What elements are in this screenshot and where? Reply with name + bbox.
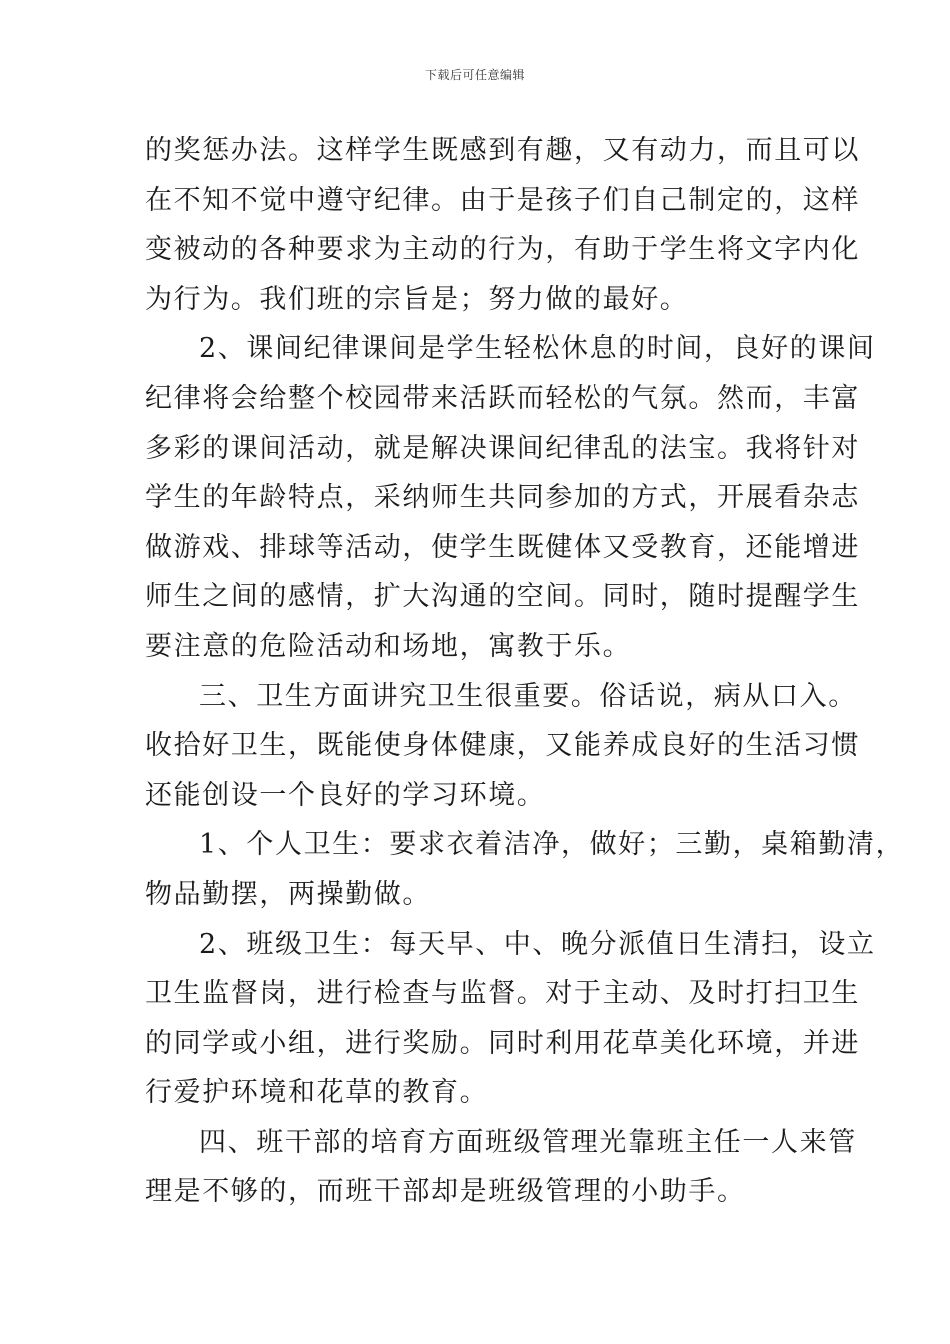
- page-header: 下载后可任意编辑: [424, 68, 525, 82]
- text-line: 四、班干部的培育方面班级管理光靠班主任一人来管: [199, 1126, 857, 1158]
- text-line: 要注意的危险活动和场地，寓教于乐。: [145, 630, 632, 662]
- text-line: 在不知不觉中遵守纪律。由于是孩子们自己制定的，这样: [145, 184, 860, 216]
- text-line: 纪律将会给整个校园带来活跃而轻松的气氛。然而，丰富: [145, 382, 860, 414]
- text-line: 行爱护环境和花草的教育。: [145, 1077, 489, 1109]
- text-line: 的奖惩办法。这样学生既感到有趣，又有动力，而且可以: [145, 135, 860, 166]
- text-line: 为行为。我们班的宗旨是；努力做的最好。: [145, 283, 689, 315]
- text-line: 多彩的课间活动，就是解决课间纪律乱的法宝。我将针对: [145, 432, 860, 464]
- text-line: 还能创设一个良好的学习环境。: [145, 779, 546, 811]
- document-body: [145, 126, 905, 1217]
- text-line: 三、卫生方面讲究卫生很重要。俗话说，病从口入。: [199, 680, 857, 712]
- text-line: 理是不够的，而班干部却是班级管理的小助手。: [145, 1176, 746, 1208]
- text-line: 学生的年龄特点，采纳师生共同参加的方式，开展看杂志: [145, 482, 860, 514]
- text-line: 变被动的各种要求为主动的行为，有助于学生将文字内化: [145, 234, 860, 266]
- text-line: 卫生监督岗，进行检查与监督。对于主动、及时打扫卫生: [145, 978, 860, 1010]
- text-line: 物品勤摆，两操勤做。: [145, 878, 431, 910]
- text-line: 师生之间的感情，扩大沟通的空间。同时，随时提醒学生: [145, 581, 860, 613]
- text-line: 2、班级卫生：每天早、中、晚分派值日生清扫，设立: [199, 928, 876, 960]
- text-line: 1、个人卫生：要求衣着洁净，做好；三勤，桌箱勤清，: [199, 829, 905, 861]
- text-line: 收拾好卫生，既能使身体健康，又能养成良好的生活习惯: [145, 730, 860, 762]
- text-line: 的同学或小组，进行奖励。同时利用花草美化环境，并进: [145, 1027, 860, 1059]
- text-line: 做游戏、排球等活动，使学生既健体又受教育，还能增进: [145, 531, 860, 563]
- text-line: 2、课间纪律课间是学生轻松休息的时间，良好的课间: [199, 333, 876, 365]
